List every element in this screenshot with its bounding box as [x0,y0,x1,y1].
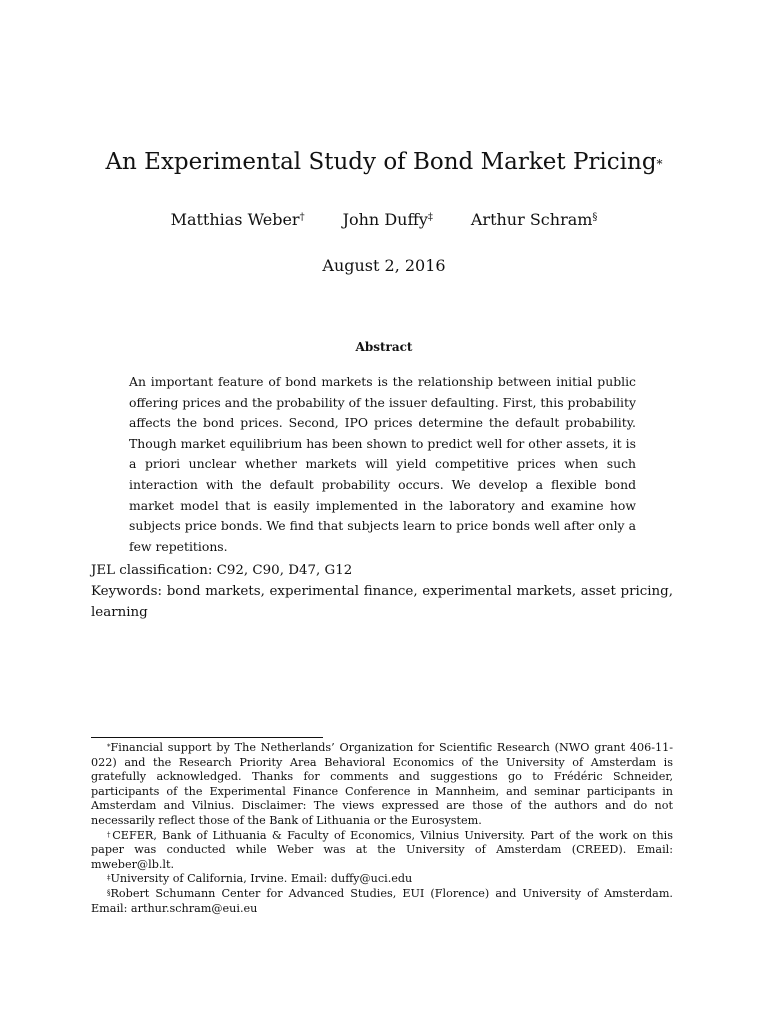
author [343,209,433,231]
footnote [91,829,673,873]
footnote-text: Robert Schumann Center for Advanced Studies, EUI (Florence) and University of Amsterdam. Email: arthur.schram@eui.eu [91,886,673,915]
author-footnote-mark: † [299,212,305,223]
footnote [91,872,673,887]
author-name: Arthur Schram [470,210,593,229]
footnote-mark: § [107,888,111,897]
abstract-heading: Abstract [355,340,413,354]
title-footnote-mark: * [656,157,663,171]
author [171,209,305,231]
author [471,209,598,231]
footnote-mark: * [107,743,111,751]
paper-date: August 2, 2016 [322,256,446,275]
footnote [91,741,673,829]
paper-title [0,146,768,178]
author-footnote-mark: ‡ [427,212,433,223]
footnote-text: University of California, Irvine. Email: duffy@uci.edu [110,872,413,886]
jel-classification: JEL classification: C92, C90, D47, G12 [91,563,353,578]
abstract-text: An important feature of bond markets is the relationship between initial public offering prices and the probability of the issuer defaulting. First, this probability affects the bond prices. Second, IPO prices determine the default probability. Though market equilibrium has been shown to predict well for other assets, it is a priori unclear whether markets will yield competitive prices when such interaction with the default probability occurs. We develop a flexible bond market model that is easily implemented in the laboratory and examine how subjects price bonds. We find that subjects learn to price bonds well after only a few repetitions. [129,374,636,554]
author-name: Matthias Weber [170,210,300,229]
author-name: John Duffy [342,210,428,229]
footnotes [91,741,673,916]
footnote [91,887,673,916]
footnote-mark: ‡ [107,874,111,883]
footnote-text: CEFER, Bank of Lithuania & Faculty of Economics, Vilnius University. Part of the work on this paper was conducted while Weber was at the University of Amsterdam (CREED). Email: mweber@lb.lt. [91,828,674,871]
keywords: Keywords: bond markets, experimental finance, experimental markets, asset pricing, learning [91,584,673,620]
author-footnote-mark: § [592,212,598,223]
title-text: An Experimental Study of Bond Market Pricing [105,149,657,175]
footnote-mark: † [107,830,113,839]
footnote-rule [91,737,323,738]
footnote-text: Financial support by The Netherlands’ Organization for Scientific Research (NWO grant 406-11-022) and the Research Priority Area Behavioral Economics of the University of Amsterdam is gratefully acknowledged. Thanks for comments and suggestions go to Frédéric Schneider, participants of the Experimental Finance Conference in Mannheim, and seminar participants in Amsterdam and Vilnius. Disclaimer: The views expressed are those of the authors and do not necessarily reflect those of the Bank of Lithuania or the Eurosystem. [91,741,673,827]
author-list [0,209,768,231]
